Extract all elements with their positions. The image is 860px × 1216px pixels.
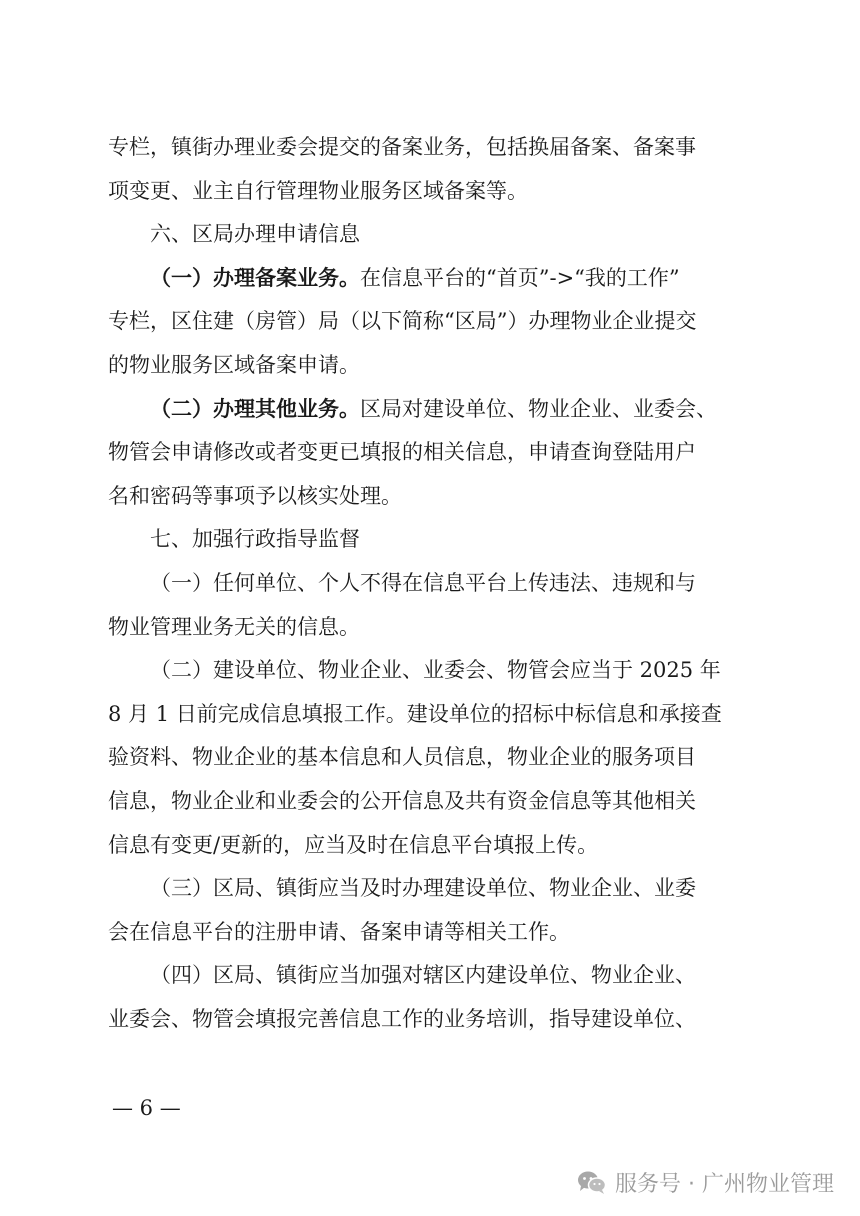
text-line [108, 475, 768, 519]
text-line [108, 736, 768, 780]
text-line [108, 344, 768, 388]
text-line [108, 998, 768, 1042]
text-line [108, 518, 768, 562]
text-line [108, 867, 768, 911]
text-line [108, 388, 768, 432]
text-line [108, 824, 768, 868]
line-text: 业委会、物管会填报完善信息工作的业务培训，指导建设单位、 [108, 1006, 696, 1031]
text-line [108, 431, 768, 475]
line-text: 在信息平台的“首页”->“我的工作” [360, 265, 680, 290]
line-text: （一）任何单位、个人不得在信息平台上传违法、违规和与 [150, 570, 696, 595]
line-text: 专栏，镇街办理业委会提交的备案业务，包括换届备案、备案事 [108, 135, 696, 159]
line-text: 的物业服务区域备案申请。 [108, 352, 360, 377]
line-text: 8 月 1 日前完成信息填报工作。建设单位的招标中标信息和承接查 [108, 701, 722, 726]
watermark [577, 1167, 834, 1198]
line-text: 验资料、物业企业的基本信息和人员信息，物业企业的服务项目 [108, 745, 696, 770]
line-text: 项变更、业主自行管理物业服务区域备案等。 [108, 178, 528, 203]
line-text: 信息有变更/更新的，应当及时在信息平台填报上传。 [108, 832, 599, 857]
page-number: — 6 — [112, 1096, 181, 1120]
text-line [108, 693, 768, 737]
line-text: 信息，物业企业和业委会的公开信息及共有资金信息等其他相关 [108, 788, 696, 813]
text-line [108, 954, 768, 998]
line-text: （四）区局、镇街应当加强对辖区内建设单位、物业企业、 [150, 963, 696, 988]
watermark-text: 服务号 · 广州物业管理 [615, 1172, 834, 1197]
paragraph-lead: （一）办理备案业务。 [150, 265, 360, 290]
text-line [108, 562, 768, 606]
text-line [108, 213, 768, 257]
line-text: 区局对建设单位、物业企业、业委会、 [360, 396, 717, 421]
line-text: （二）建设单位、物业企业、业委会、物管会应当于 2025 年 [150, 658, 721, 683]
section-heading: 六、区局办理申请信息 [150, 222, 360, 247]
line-text: 会在信息平台的注册申请、备案申请等相关工作。 [108, 919, 570, 944]
line-text: 名和密码等事项予以核实处理。 [108, 483, 402, 508]
line-text: 物业管理业务无关的信息。 [108, 614, 360, 639]
line-text: （三）区局、镇街应当及时办理建设单位、物业企业、业委 [150, 876, 696, 901]
paragraph-lead: （二）办理其他业务。 [150, 396, 360, 421]
text-line [108, 257, 768, 301]
text-line [108, 300, 768, 344]
text-line [108, 170, 768, 214]
section-heading: 七、加强行政指导监督 [150, 527, 360, 552]
wechat-icon [577, 1170, 607, 1196]
text-line [108, 780, 768, 824]
text-line [108, 649, 768, 693]
text-line [108, 606, 768, 650]
document-body [108, 126, 768, 1041]
text-line [108, 126, 768, 170]
text-line [108, 911, 768, 955]
line-text: 专栏，区住建（房管）局（以下简称“区局”）办理物业企业提交 [108, 309, 697, 334]
line-text: 物管会申请修改或者变更已填报的相关信息，申请查询登陆用户 [108, 440, 696, 465]
